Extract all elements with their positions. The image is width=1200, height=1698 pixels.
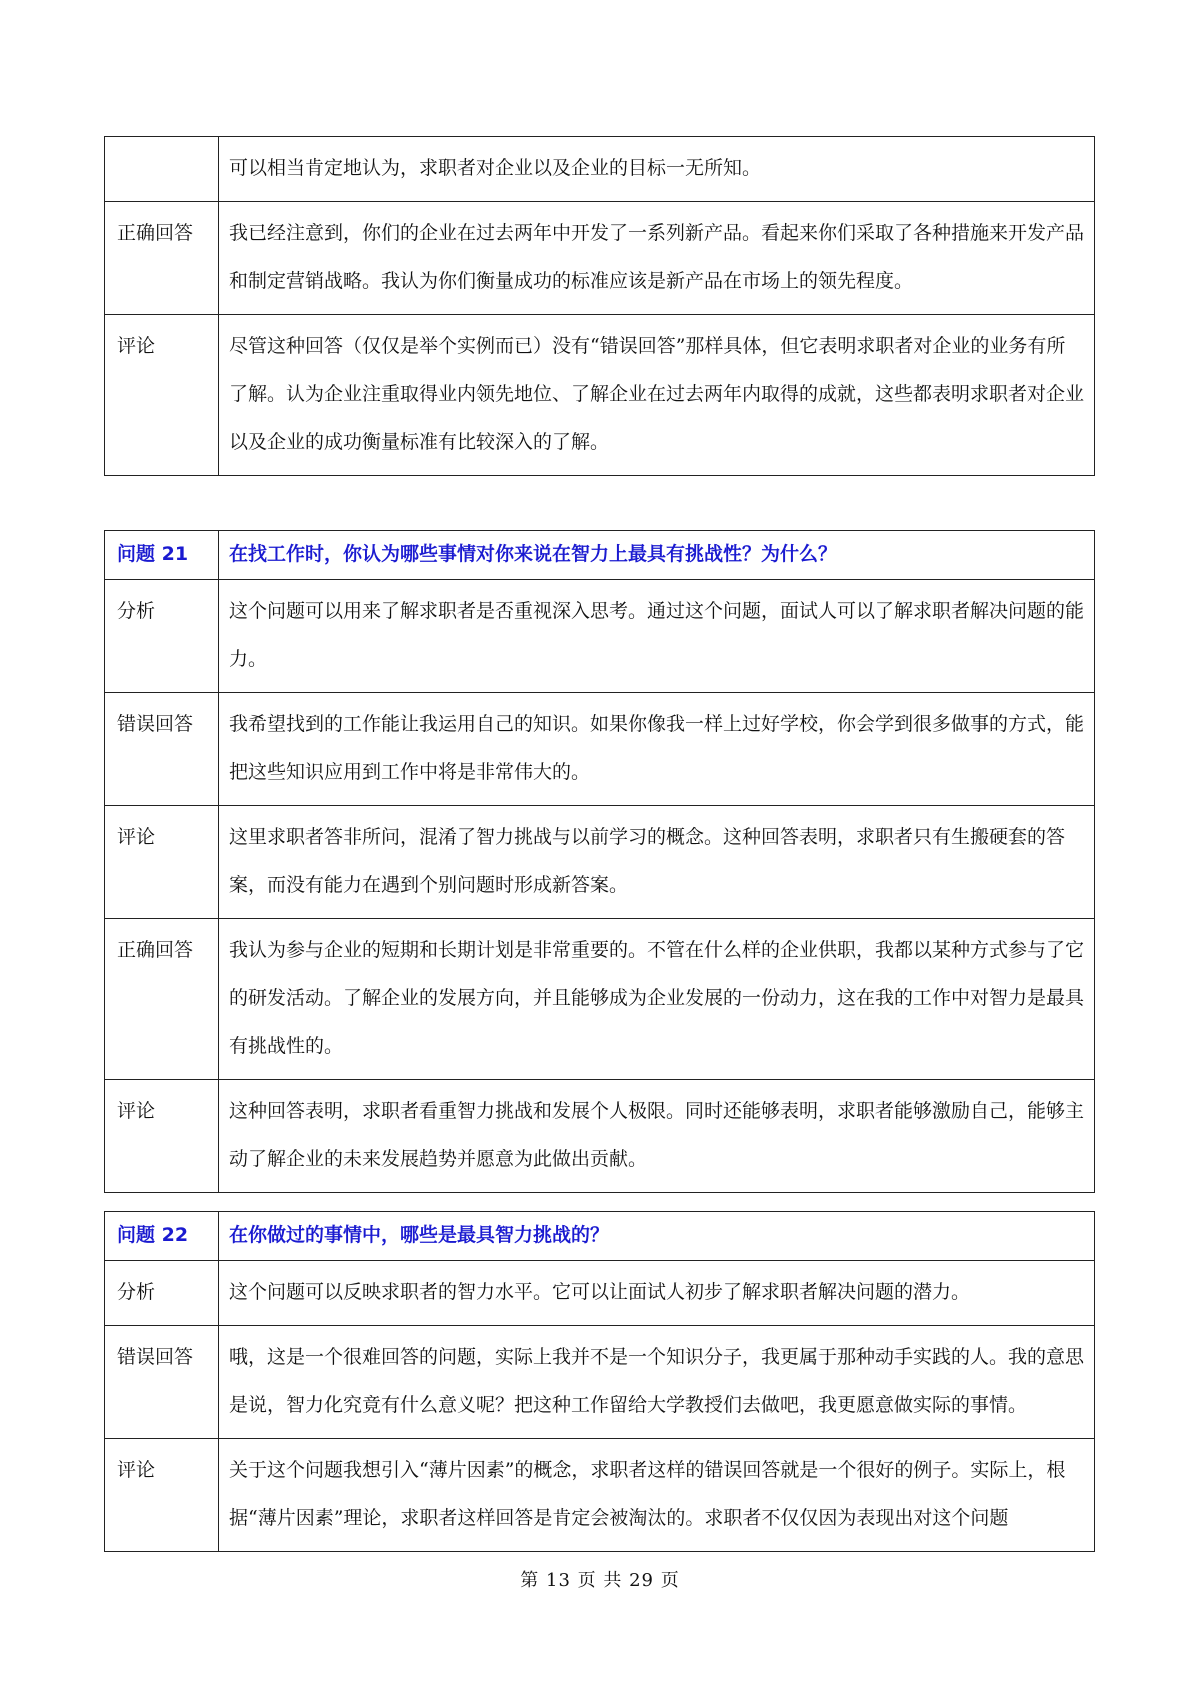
question-number: 问题 22 (105, 1212, 219, 1261)
qa-table-question-22 (104, 1211, 1095, 1552)
question-text: 在你做过的事情中，哪些是最具智力挑战的？ (219, 1212, 1095, 1261)
row-label (105, 137, 219, 202)
row-label: 正确回答 (105, 202, 219, 315)
row-label: 评论 (105, 806, 219, 919)
table-row (105, 1326, 1095, 1439)
row-label: 评论 (105, 1439, 219, 1552)
row-text: 这个问题可以用来了解求职者是否重视深入思考。通过这个问题，面试人可以了解求职者解决问题的能力。 (219, 580, 1095, 693)
table-row (105, 202, 1095, 315)
row-text: 尽管这种回答（仅仅是举个实例而已）没有“错误回答”那样具体，但它表明求职者对企业的业务有所了解。认为企业注重取得业内领先地位、了解企业在过去两年内取得的成就，这些都表明求职者对企业以及企业的成功衡量标准有比较深入的了解。 (219, 315, 1095, 476)
row-text: 关于这个问题我想引入“薄片因素”的概念，求职者这样的错误回答就是一个很好的例子。实际上，根据“薄片因素”理论，求职者这样回答是肯定会被淘汰的。求职者不仅仅因为表现出对这个问题 (219, 1439, 1095, 1552)
question-number: 问题 21 (105, 531, 219, 580)
qa-table-question-21 (104, 530, 1095, 1193)
row-label: 错误回答 (105, 1326, 219, 1439)
question-text: 在找工作时，你认为哪些事情对你来说在智力上最具有挑战性？为什么？ (219, 531, 1095, 580)
qa-table-continued (104, 136, 1095, 476)
table-row (105, 806, 1095, 919)
row-text: 我认为参与企业的短期和长期计划是非常重要的。不管在什么样的企业供职，我都以某种方式参与了它的研发活动。了解企业的发展方向，并且能够成为企业发展的一份动力，这在我的工作中对智力是最具有挑战性的。 (219, 919, 1095, 1080)
table-row (105, 693, 1095, 806)
row-label: 评论 (105, 315, 219, 476)
table-row (105, 1439, 1095, 1552)
row-text: 这里求职者答非所问，混淆了智力挑战与以前学习的概念。这种回答表明，求职者只有生搬硬套的答案，而没有能力在遇到个别问题时形成新答案。 (219, 806, 1095, 919)
table-row (105, 580, 1095, 693)
table-row (105, 137, 1095, 202)
row-text: 这种回答表明，求职者看重智力挑战和发展个人极限。同时还能够表明，求职者能够激励自己，能够主动了解企业的未来发展趋势并愿意为此做出贡献。 (219, 1080, 1095, 1193)
row-label: 评论 (105, 1080, 219, 1193)
table-row (105, 1080, 1095, 1193)
table-row (105, 1261, 1095, 1326)
table-row (105, 919, 1095, 1080)
table-row (105, 315, 1095, 476)
row-label: 错误回答 (105, 693, 219, 806)
page-footer: 第 13 页 共 29 页 (520, 1570, 680, 1591)
row-text: 我已经注意到，你们的企业在过去两年中开发了一系列新产品。看起来你们采取了各种措施来开发产品和制定营销战略。我认为你们衡量成功的标准应该是新产品在市场上的领先程度。 (219, 202, 1095, 315)
row-label: 分析 (105, 580, 219, 693)
question-header-row (105, 1212, 1095, 1261)
question-header-row (105, 531, 1095, 580)
row-text: 哦，这是一个很难回答的问题，实际上我并不是一个知识分子，我更属于那种动手实践的人。我的意思是说，智力化究竟有什么意义呢？把这种工作留给大学教授们去做吧，我更愿意做实际的事情。 (219, 1326, 1095, 1439)
row-label: 分析 (105, 1261, 219, 1326)
row-text: 可以相当肯定地认为，求职者对企业以及企业的目标一无所知。 (219, 137, 1095, 202)
row-text: 这个问题可以反映求职者的智力水平。它可以让面试人初步了解求职者解决问题的潜力。 (219, 1261, 1095, 1326)
row-text: 我希望找到的工作能让我运用自己的知识。如果你像我一样上过好学校，你会学到很多做事的方式，能把这些知识应用到工作中将是非常伟大的。 (219, 693, 1095, 806)
row-label: 正确回答 (105, 919, 219, 1080)
